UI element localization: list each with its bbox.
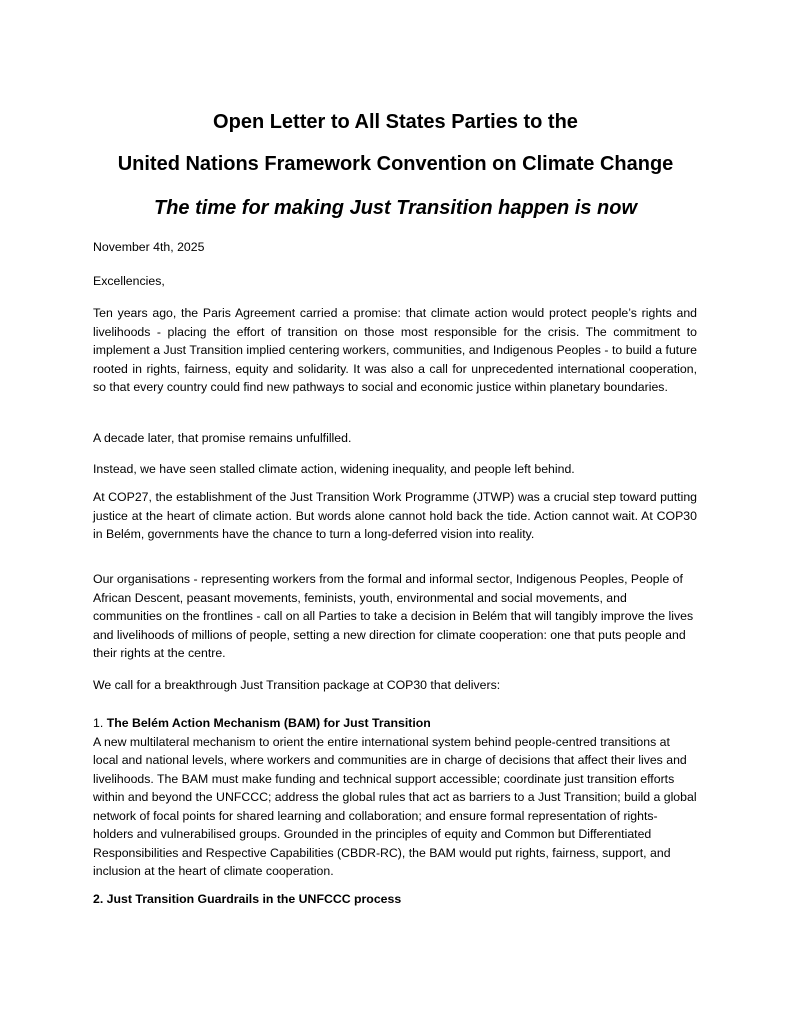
letter-date: November 4th, 2025 (93, 240, 205, 254)
paragraph-stalled-action: Instead, we have seen stalled climate action, widening inequality, and people left behind. (93, 462, 575, 476)
letter-subtitle: The time for making Just Transition happen is now (153, 197, 638, 219)
list-item-bam (93, 714, 697, 881)
paragraph-call: We call for a breakthrough Just Transition package at COP30 that delivers: (93, 678, 501, 692)
list-item-number: 1. (93, 716, 104, 730)
list-item-text: A new multilateral mechanism to orient the entire international system behind people-centred transitions at local and national levels, where workers and communities are in charge of decisions that affect their lives and livelihoods. The BAM must make funding and technical support accessible; coordinate just transition efforts within and beyond the UNFCCC; address the global rules that act as barriers to a Just Transition; build a global network of focal points for shared learning and collaboration; and ensure formal representation of rights-holders and vulnerabilised groups. Grounded in the principles of equity and Common but Differentiated Responsibilities and Respective Capabilities (CBDR-RC), the BAM would put rights, fairness, support, and inclusion at the heart of climate cooperation. (93, 734, 697, 878)
paragraph-organisations: Our organisations - representing workers from the formal and informal sector, Indigenous Peoples, People of African Descent, peasant movements, feminists, youth, environmental and social movements, and communities on the frontlines - call on all Parties to take a decision in Belém that will tangibly improve the lives and livelihoods of millions of people, setting a new direction for climate cooperation: one that puts people and their rights at the centre. (93, 572, 694, 660)
title-line-1: Open Letter to All States Parties to the (213, 111, 578, 133)
paragraph-unfulfilled: A decade later, that promise remains unfulfilled. (93, 431, 352, 445)
list-item-heading (93, 714, 697, 733)
list-item-guardrails (93, 890, 697, 909)
paragraph-cop27: At COP27, the establishment of the Just Transition Work Programme (JTWP) was a crucial step toward putting justice at the heart of climate action. But words alone cannot hold back the tide. Action cannot wait. At COP30 in Belém, governments have the chance to turn a long-deferred vision into reality. (93, 490, 697, 541)
title-line-2: United Nations Framework Convention on Climate Change (117, 153, 674, 175)
paragraph-paris-agreement: Ten years ago, the Paris Agreement carried a promise: that climate action would protect people’s rights and livelihoods - placing the effort of transition on those most responsible for the crisis. The commitment to implement a Just Transition implied centering workers, communities, and Indigenous Peoples - to build a future rooted in rights, fairness, equity and solidarity. It was also a call for unprecedented international cooperation, so that every country could find new pathways to social and economic justice within planetary boundaries. (93, 306, 697, 394)
salutation: Excellencies, (93, 274, 165, 288)
list-item-title: The Belém Action Mechanism (BAM) for Just Transition (106, 716, 431, 730)
list-item-title: 2. Just Transition Guardrails in the UNFCCC process (93, 892, 402, 906)
